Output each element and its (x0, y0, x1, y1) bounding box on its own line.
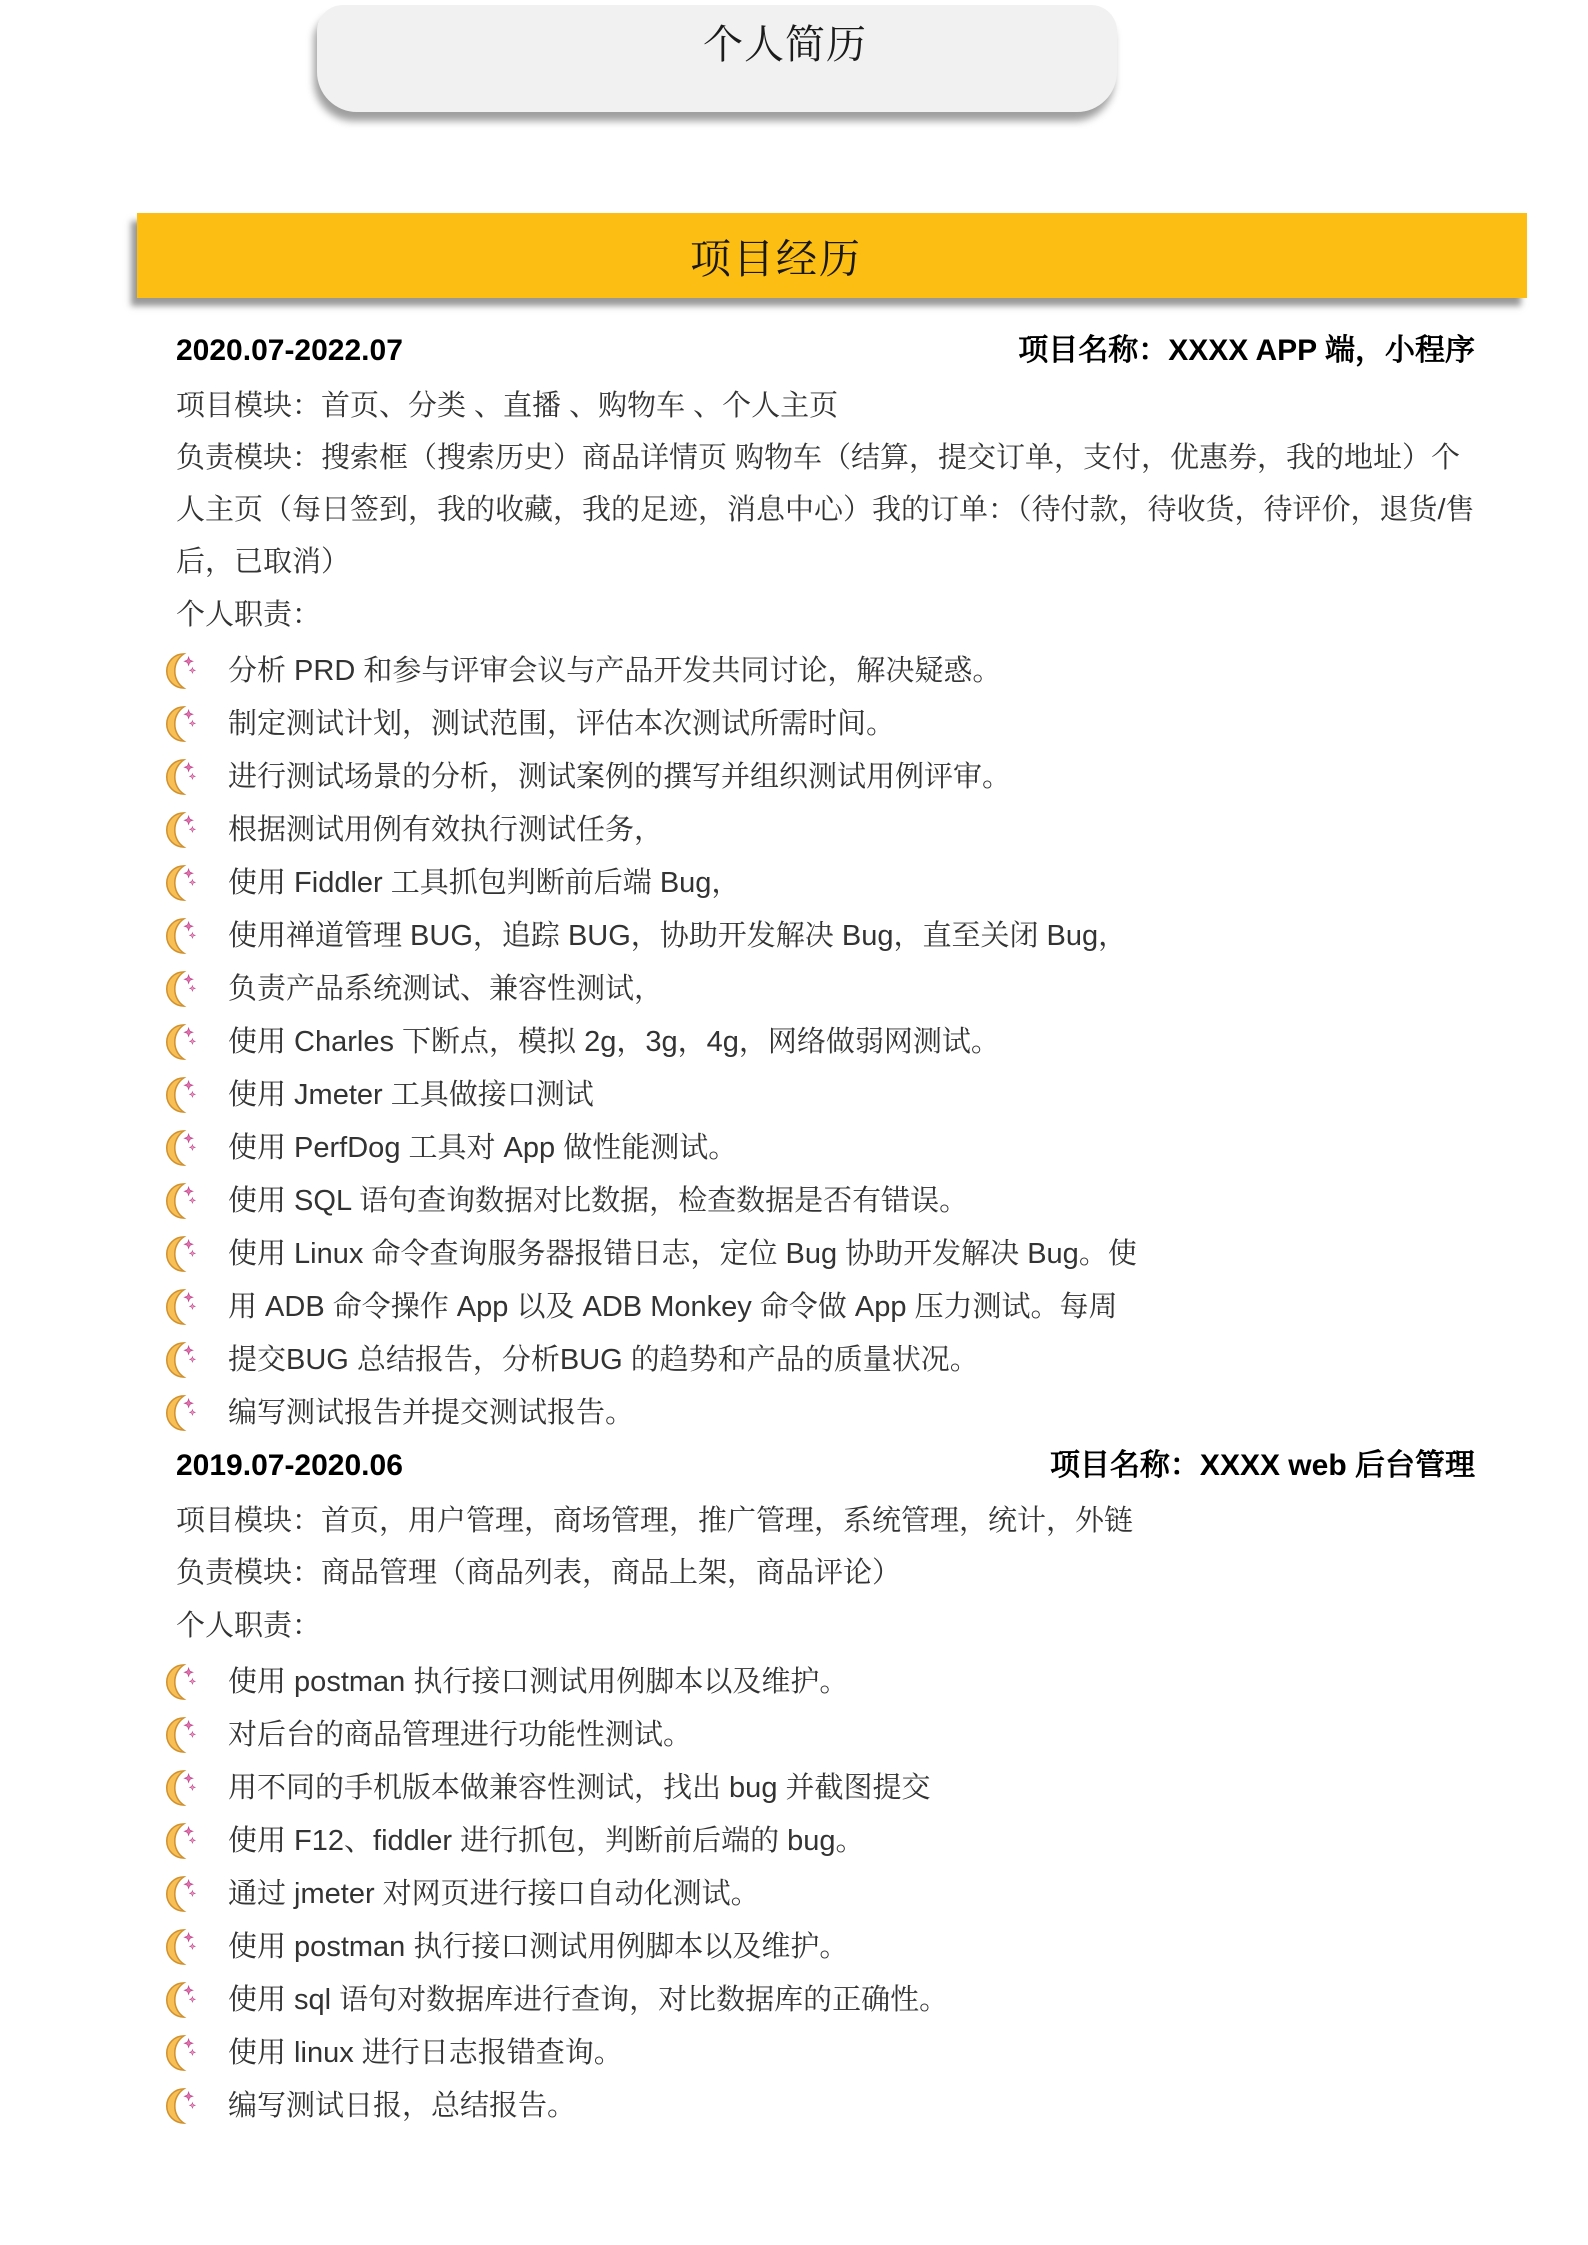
moon-sparkles-icon (162, 1182, 200, 1220)
section-banner (137, 213, 1527, 298)
list-item (162, 1280, 1475, 1333)
bullet-text: 使用 sql 语句对数据库进行查询，对比数据库的正确性。 (228, 1983, 949, 2016)
moon-sparkles-icon (162, 1716, 200, 1754)
list-item (162, 2079, 1475, 2132)
project-header (176, 330, 1475, 372)
list-item (162, 750, 1475, 803)
project-modules: 项目模块：首页，用户管理，商场管理，推广管理，系统管理，统计，外链 (176, 1505, 1134, 1537)
bullet-text: 使用 Charles 下断点，模拟 2g，3g，4g，网络做弱网测试。 (228, 1025, 1000, 1058)
bullet-text: 使用 PerfDog 工具对 App 做性能测试。 (228, 1131, 738, 1164)
moon-sparkles-icon (162, 917, 200, 955)
page-title-tab (317, 5, 1117, 112)
list-item (162, 1174, 1475, 1227)
moon-sparkles-icon (162, 811, 200, 849)
bullet-text: 使用禅道管理 BUG，追踪 BUG，协助开发解决 Bug，直至关闭 Bug， (228, 919, 1128, 952)
bullet-text: 使用 Jmeter 工具做接口测试 (228, 1078, 594, 1111)
duties-label: 个人职责： (176, 599, 322, 631)
list-item (162, 1973, 1475, 2026)
list-item (162, 803, 1475, 856)
page-title: 个人简历 (703, 23, 867, 67)
bullet-text: 进行测试场景的分析，测试案例的撰写并组织测试用例评审。 (228, 760, 1012, 793)
bullet-text: 分析 PRD 和参与评审会议与产品开发共同讨论，解决疑惑。 (228, 654, 1002, 687)
moon-sparkles-icon (162, 864, 200, 902)
list-item (162, 697, 1475, 750)
list-item (162, 1867, 1475, 1920)
list-item (162, 962, 1475, 1015)
list-item (162, 1920, 1475, 1973)
list-item (162, 1068, 1475, 1121)
moon-sparkles-icon (162, 1769, 200, 1807)
moon-sparkles-icon (162, 652, 200, 690)
project-name: 项目名称：XXXX web 后台管理 (1049, 1449, 1475, 1482)
list-item (162, 1814, 1475, 1867)
list-item (162, 1015, 1475, 1068)
bullet-text: 使用 linux 进行日志报错查询。 (228, 2036, 623, 2069)
moon-sparkles-icon (162, 1023, 200, 1061)
list-item (162, 1761, 1475, 1814)
bullet-text: 用 ADB 命令操作 App 以及 ADB Monkey 命令做 App 压力测试。每周 (228, 1290, 1118, 1323)
list-item (162, 1386, 1475, 1439)
bullet-text: 通过 jmeter 对网页进行接口自动化测试。 (228, 1877, 760, 1910)
list-item (162, 2026, 1475, 2079)
duties-list (176, 644, 1475, 1439)
list-item (162, 1121, 1475, 1174)
list-item (162, 1333, 1475, 1386)
bullet-text: 编写测试报告并提交测试报告。 (228, 1396, 635, 1429)
moon-sparkles-icon (162, 1076, 200, 1114)
moon-sparkles-icon (162, 1341, 200, 1379)
moon-sparkles-icon (162, 1235, 200, 1273)
bullet-text: 使用 SQL 语句查询数据对比数据，检查数据是否有错误。 (228, 1184, 969, 1217)
project-responsible-modules: 负责模块：商品管理（商品列表，商品上架，商品评论） (176, 1557, 902, 1589)
moon-sparkles-icon (162, 1288, 200, 1326)
list-item (162, 909, 1475, 962)
list-item (162, 856, 1475, 909)
moon-sparkles-icon (162, 1129, 200, 1167)
moon-sparkles-icon (162, 2087, 200, 2125)
content-column (176, 330, 1475, 2132)
duties-list (176, 1655, 1475, 2132)
bullet-text: 使用 F12、fiddler 进行抓包，判断前后端的 bug。 (228, 1824, 865, 1857)
project-name: 项目名称：XXXX APP 端，小程序 (1018, 334, 1475, 367)
project-modules: 项目模块：首页、分类 、直播 、购物车 、个人主页 (176, 390, 839, 422)
bullet-text: 编写测试日报，总结报告。 (228, 2089, 577, 2122)
bullet-text: 使用 Fiddler 工具抓包判断前后端 Bug， (228, 866, 741, 899)
moon-sparkles-icon (162, 1981, 200, 2019)
bullet-text: 制定测试计划，测试范围，评估本次测试所需时间。 (228, 707, 896, 740)
list-item (162, 1655, 1475, 1708)
moon-sparkles-icon (162, 970, 200, 1008)
bullet-text: 对后台的商品管理进行功能性测试。 (228, 1718, 693, 1751)
moon-sparkles-icon (162, 1663, 200, 1701)
moon-sparkles-icon (162, 2034, 200, 2072)
moon-sparkles-icon (162, 1928, 200, 1966)
moon-sparkles-icon (162, 1822, 200, 1860)
duties-label: 个人职责： (176, 1610, 322, 1642)
bullet-text: 使用 Linux 命令查询服务器报错日志，定位 Bug 协助开发解决 Bug。使 (228, 1237, 1137, 1270)
moon-sparkles-icon (162, 758, 200, 796)
bullet-text: 用不同的手机版本做兼容性测试，找出 bug 并截图提交 (228, 1771, 931, 1804)
project-responsible-modules: 负责模块：搜索框（搜索历史）商品详情页 购物车（结算，提交订单，支付，优惠券，我的地址）个人主页（每日签到，我的收藏，我的足迹，消息中心）我的订单：（待付款，待收货，待评价，退货/售后，已取消） (176, 442, 1475, 578)
bullet-text: 使用 postman 执行接口测试用例脚本以及维护。 (228, 1665, 849, 1698)
project-date: 2019.07-2020.06 (176, 1449, 403, 1482)
bullet-text: 负责产品系统测试、兼容性测试， (228, 972, 664, 1005)
bullet-text: 提交BUG 总结报告，分析BUG 的趋势和产品的质量状况。 (228, 1343, 979, 1376)
list-item (162, 644, 1475, 697)
moon-sparkles-icon (162, 705, 200, 743)
section-title: 项目经历 (690, 236, 862, 282)
list-item (162, 1708, 1475, 1761)
list-item (162, 1227, 1475, 1280)
project-date: 2020.07-2022.07 (176, 334, 403, 367)
moon-sparkles-icon (162, 1394, 200, 1432)
bullet-text: 根据测试用例有效执行测试任务， (228, 813, 664, 846)
bullet-text: 使用 postman 执行接口测试用例脚本以及维护。 (228, 1930, 849, 1963)
moon-sparkles-icon (162, 1875, 200, 1913)
project-header (176, 1445, 1475, 1487)
